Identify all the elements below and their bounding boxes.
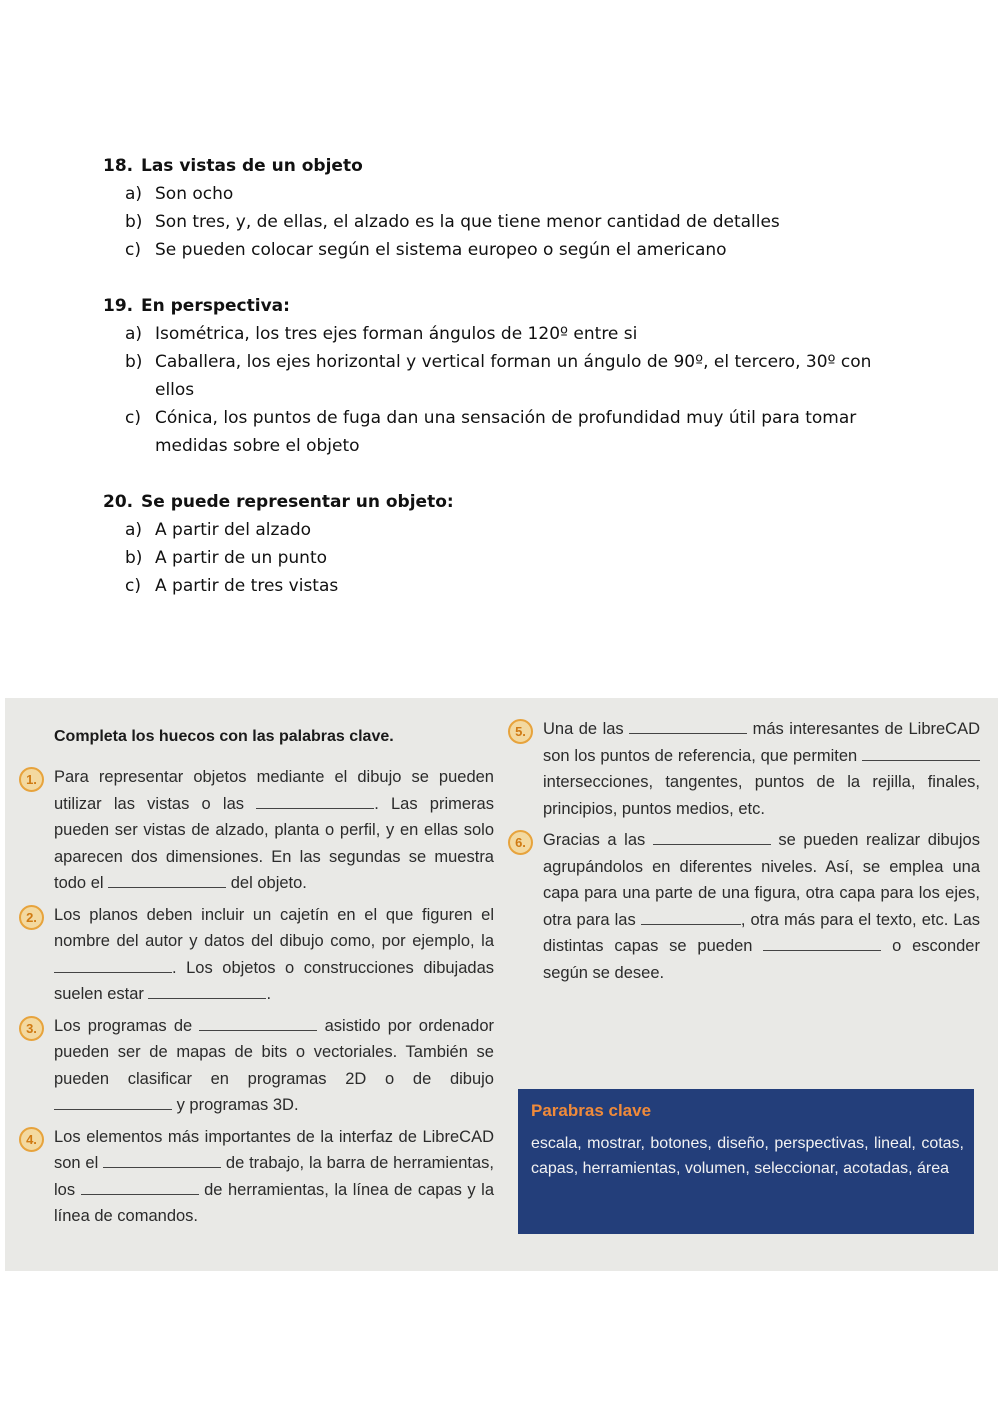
answer-blank[interactable] — [629, 719, 747, 734]
item-number-badge: 1. — [19, 767, 44, 792]
question-20 — [103, 488, 903, 600]
answer-blank[interactable] — [862, 746, 980, 761]
option-c[interactable]: c) A partir de tres vistas — [125, 576, 339, 596]
option-a[interactable]: a) A partir del alzado — [125, 520, 312, 540]
quiz-section — [103, 152, 903, 628]
answer-blank[interactable] — [653, 830, 771, 845]
exercise-item-6: 6. Gracias a las se pueden realizar dibujos agrupándolos en diferentes niveles. Así, se emplea una capa para una parte de una figura, otra capa para los ejes, otra para las , otra más para el texto, etc. Las distintas capas se pueden o esconder según se desee. — [508, 827, 980, 986]
answer-blank[interactable] — [148, 984, 266, 999]
answer-blank[interactable] — [256, 794, 374, 809]
question-title: 19. En perspectiva: — [103, 296, 290, 316]
question-title: 20. Se puede representar un objeto: — [103, 492, 454, 512]
answer-blank[interactable] — [641, 910, 741, 925]
option-a[interactable]: a) Son ocho — [125, 184, 234, 204]
keywords-box — [518, 1089, 974, 1234]
option-b[interactable]: b) A partir de un punto — [125, 548, 328, 568]
question-title: 18. Las vistas de un objeto — [103, 156, 363, 176]
answer-blank[interactable] — [103, 1153, 221, 1168]
fill-in-exercise-panel — [5, 698, 998, 1271]
answer-blank[interactable] — [108, 873, 226, 888]
answer-blank[interactable] — [54, 958, 172, 973]
option-b[interactable]: b) Caballera, los ejes horizontal y vertical forman un ángulo de 90º, el tercero, 30º con ellos — [125, 352, 872, 400]
exercise-item-2: 2. Los planos deben incluir un cajetín en el que figuren el nombre del autor y datos del dibujo como, por ejemplo, la . Los objetos o construcciones dibujadas suelen estar . — [19, 902, 494, 1008]
exercise-item-5: 5. Una de las más interesantes de LibreCAD son los puntos de referencia, que permiten intersecciones, tangentes, puntos de la rejilla, finales, principios, puntos medios, etc. — [508, 716, 980, 822]
exercise-item-1: 1. Para representar objetos mediante el dibujo se pueden utilizar las vistas o las . Las primeras pueden ser vistas de alzado, planta o perfil, y en ellas solo aparecen dos dimensiones. En las segundas se muestra todo el del objeto. — [19, 764, 494, 897]
item-number-badge: 2. — [19, 905, 44, 930]
answer-blank[interactable] — [81, 1180, 199, 1195]
item-number-badge: 6. — [508, 830, 533, 855]
item-number-badge: 4. — [19, 1127, 44, 1152]
keywords-title: Parabras clave — [531, 1101, 652, 1120]
option-a[interactable]: a) Isométrica, los tres ejes forman ángulos de 120º entre si — [125, 324, 638, 344]
question-18 — [103, 152, 903, 264]
exercise-left-column — [19, 720, 494, 1235]
item-number-badge: 5. — [508, 719, 533, 744]
exercise-right-column — [508, 716, 980, 991]
answer-blank[interactable] — [54, 1095, 172, 1110]
option-c[interactable]: c) Se pueden colocar según el sistema europeo o según el americano — [125, 240, 727, 260]
keywords-list: escala, mostrar, botones, diseño, perspectivas, lineal, cotas, capas, herramientas, volumen, seleccionar, acotadas, área — [531, 1135, 964, 1177]
answer-blank[interactable] — [199, 1016, 317, 1031]
option-b[interactable]: b) Son tres, y, de ellas, el alzado es la que tiene menor cantidad de detalles — [125, 212, 780, 232]
exercise-item-4: 4. Los elementos más importantes de la interfaz de LibreCAD son el de trabajo, la barra de herramientas, los de herramientas, la línea de capas y la línea de comandos. — [19, 1124, 494, 1230]
exercise-heading: Completa los huecos con las palabras clave. — [54, 728, 394, 745]
exercise-item-3: 3. Los programas de asistido por ordenador pueden ser de mapas de bits o vectoriales. También se pueden clasificar en programas 2D o de dibujo y programas 3D. — [19, 1013, 494, 1119]
option-c[interactable]: c) Cónica, los puntos de fuga dan una sensación de profundidad muy útil para tomar medidas sobre el objeto — [125, 408, 857, 456]
item-number-badge: 3. — [19, 1016, 44, 1041]
question-19 — [103, 292, 903, 460]
answer-blank[interactable] — [763, 936, 881, 951]
